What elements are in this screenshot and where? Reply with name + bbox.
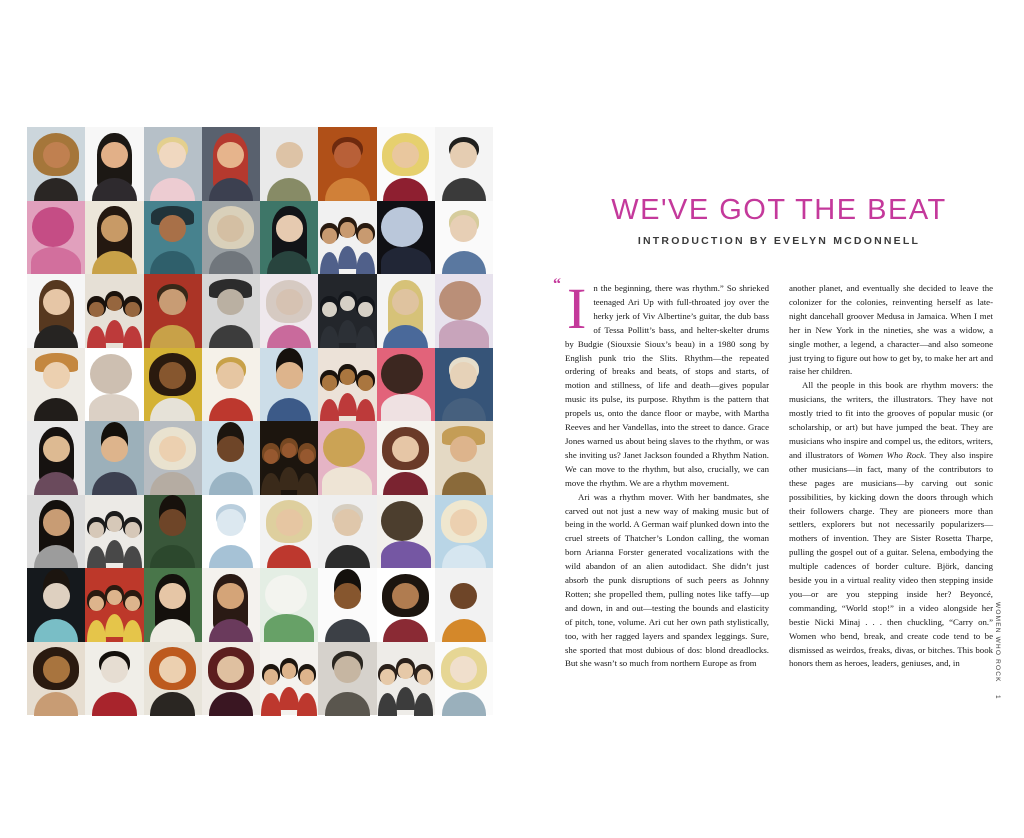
- portrait-grid: [27, 127, 493, 715]
- portrait-illustration-31: [377, 348, 435, 422]
- portrait-illustration-44: [202, 495, 260, 569]
- intro-text-column-1: [553, 276, 769, 698]
- portrait-illustration-17: [27, 274, 85, 348]
- portrait-illustration-33: [27, 421, 85, 495]
- portrait-illustration-22: [318, 274, 376, 348]
- portrait-illustration-24: [435, 274, 493, 348]
- portrait-illustration-63: [377, 642, 435, 716]
- portrait-illustration-57: [27, 642, 85, 716]
- portrait-illustration-62: [318, 642, 376, 716]
- portrait-illustration-6: [318, 127, 376, 201]
- portrait-illustration-23: [377, 274, 435, 348]
- portrait-illustration-11: [144, 201, 202, 275]
- portrait-illustration-36: [202, 421, 260, 495]
- intro-paragraph-1: [553, 276, 769, 491]
- portrait-illustration-58: [85, 642, 143, 716]
- portrait-illustration-3: [144, 127, 202, 201]
- portrait-illustration-32: [435, 348, 493, 422]
- portrait-illustration-12: [202, 201, 260, 275]
- portrait-illustration-19: [144, 274, 202, 348]
- portrait-illustration-40: [435, 421, 493, 495]
- portrait-illustration-35: [144, 421, 202, 495]
- running-footer: [994, 602, 1001, 714]
- portrait-illustration-21: [260, 274, 318, 348]
- portrait-illustration-9: [27, 201, 85, 275]
- portrait-illustration-60: [202, 642, 260, 716]
- portrait-illustration-4: [202, 127, 260, 201]
- portrait-illustration-5: [260, 127, 318, 201]
- portrait-illustration-52: [202, 568, 260, 642]
- portrait-illustration-25: [27, 348, 85, 422]
- paragraph-text: another planet, and eventually she decided to leave the colonizer for the colonies, reinventing herself as late-night dancehall groover Medusa in Jamaica. When I met her in New York in the nineties, she was a widow, a single mother, a legend, a character—and also someone just trying to figure out how to get by, to make her art and raise her children.: [789, 283, 993, 377]
- book-title-italic: Women Who Rock: [857, 449, 924, 460]
- page-number: 1: [994, 694, 1001, 700]
- portrait-illustration-64: [435, 642, 493, 716]
- portrait-illustration-28: [202, 348, 260, 422]
- portrait-illustration-38: [318, 421, 376, 495]
- drop-cap: I: [567, 276, 587, 341]
- portrait-illustration-45: [260, 495, 318, 569]
- intro-paragraph-4: [789, 379, 993, 671]
- portrait-illustration-8: [435, 127, 493, 201]
- portrait-illustration-47: [377, 495, 435, 569]
- running-footer-text: WOMEN WHO ROCK: [994, 602, 1001, 683]
- portrait-illustration-14: [318, 201, 376, 275]
- portrait-illustration-15: [377, 201, 435, 275]
- intro-paragraph-3: [789, 282, 993, 379]
- portrait-illustration-55: [377, 568, 435, 642]
- portrait-illustration-18: [85, 274, 143, 348]
- portrait-illustration-30: [318, 348, 376, 422]
- portrait-illustration-29: [260, 348, 318, 422]
- page-subtitle: INTRODUCTION BY EVELYN MCDONNELL: [637, 235, 921, 247]
- portrait-illustration-7: [377, 127, 435, 201]
- portrait-illustration-39: [377, 421, 435, 495]
- portrait-illustration-54: [318, 568, 376, 642]
- paragraph-text: Ari was a rhythm mover. With her bandmates, she carved out not just a new way of making music but of being in the world. A German waif plunked down into the cruel streets of Thatcher’s London calling, the woman born Arianna Forster generated vocalizations with the wild abandon of an alien autodidact. She didn’t just absorb the punk disruptions of such peers as Johnny Rotten; she propelled them, pulling notes like taffy—up and down, in and out—testing the bounds and elasticity of pitch, tone, volume. Ari cut her own path stylistically, too, with her ragged layers and spandex leggings. Sure, she sported that most dubious of dos: blond dreadlocks. But she wasn’t so much from northern Europe as from: [565, 491, 769, 669]
- opening-quote-mark: “: [553, 276, 561, 293]
- paragraph-text: . They also inspire other musicians—in fact, many of the contributors to these pages are musicians—by carving out sonic possibilities, by kicking down the doors through which their followers charge. They are pioneers more than settlers, explorers but not necessarily popularizers—mothers of invention. They are Sister Rosetta Tharpe, pulling the gospel out of a guitar. Selena, embodying the multiple cadences of border culture. Björk, dancing beside you in a virtual reality video then stepping inside you—or are you stepping inside her? Beyoncé, commanding, “World stop!” in a video alongside her bestie Nicki Minaj . . . then chuckling, “Carry on.” Women who bend, break, and create code tend to be dismissed as weirdos, freaks, divas, or bitches. This book honors them as heroes, leaders, geniuses, and, in: [789, 449, 993, 669]
- portrait-illustration-50: [85, 568, 143, 642]
- portrait-illustration-2: [85, 127, 143, 201]
- portrait-illustration-59: [144, 642, 202, 716]
- portrait-illustration-43: [144, 495, 202, 569]
- portrait-illustration-1: [27, 127, 85, 201]
- portrait-illustration-42: [85, 495, 143, 569]
- intro-paragraph-2: [565, 491, 769, 672]
- portrait-illustration-26: [85, 348, 143, 422]
- portrait-illustration-48: [435, 495, 493, 569]
- portrait-illustration-41: [27, 495, 85, 569]
- paragraph-text: n the beginning, there was rhythm.” So shrieked teenaged Ari Up with full-throated joy over the herky jerk of Viv Albertine’s guitar, the dub bass of Tessa Pollitt’s bass, and helter-skelter drums by Budgie (Siouxsie Sioux’s beau) in a 1980 song by English punk trio the Slits. Rhythm—the repeated ordering of breaks and beats, of stops and starts, of motion and stillness, of life and death—gives popular music its pulse, its purpose. Rhythm is the pattern that propels us, onto the dance floor or maybe, with Martha Reeves and her Vandellas, into the street to dance. Grace Jones warned us about being slaves to the rhythm, or was she inviting us? Janet Jackson founded a Rhythm Nation. We can move to the rhythm, but also, crucially, we can move the rhythm. We are a rhythm movement.: [565, 283, 769, 488]
- paragraph-text: All the people in this book are rhythm movers: the musicians, the writers, the illustrators. They have not mostly tried to fit into the grooves of popular music (or scholarship, or art) but have jumped the beat. They are musicians who inspire and compel us, the editors, writers, and illustrators of: [789, 380, 993, 460]
- intro-text-column-2: [789, 282, 993, 698]
- portrait-illustration-51: [144, 568, 202, 642]
- portrait-illustration-13: [260, 201, 318, 275]
- portrait-illustration-46: [318, 495, 376, 569]
- portrait-illustration-34: [85, 421, 143, 495]
- portrait-illustration-37: [260, 421, 318, 495]
- portrait-illustration-16: [435, 201, 493, 275]
- portrait-illustration-49: [27, 568, 85, 642]
- portrait-illustration-10: [85, 201, 143, 275]
- page-title: WE'VE GOT THE BEAT: [611, 194, 947, 226]
- portrait-illustration-27: [144, 348, 202, 422]
- portrait-illustration-56: [435, 568, 493, 642]
- portrait-illustration-20: [202, 274, 260, 348]
- portrait-illustration-53: [260, 568, 318, 642]
- portrait-illustration-61: [260, 642, 318, 716]
